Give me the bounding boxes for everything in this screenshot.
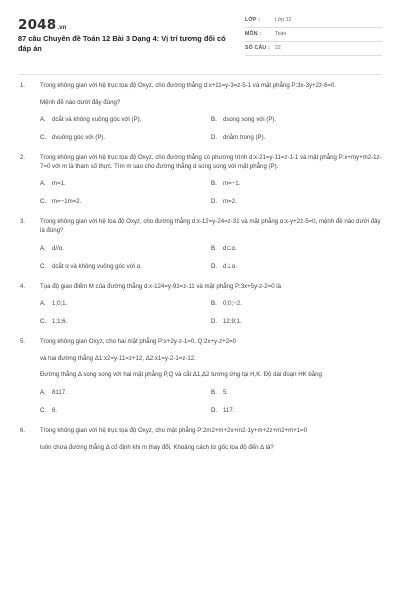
option-label: C. — [40, 318, 47, 326]
option-b[interactable] — [211, 180, 382, 189]
option-text: m=2. — [223, 198, 237, 206]
stem-line: Trong không gian Oxyz, cho hai mặt phẳng P:x+2y-z-1=0, Q:2x+y-z+2=0 — [40, 338, 237, 346]
option-a[interactable] — [40, 245, 211, 254]
page-header — [18, 14, 382, 64]
question-number: 1. — [20, 82, 26, 89]
option-b[interactable] — [211, 245, 382, 254]
option-text: 8117. — [52, 388, 67, 396]
question-stem — [40, 82, 382, 107]
question-list — [18, 82, 382, 463]
meta-label-count: SỐ CÂU : — [245, 45, 270, 51]
option-text: dvuông góc với (P). — [52, 134, 106, 142]
stem-line: Mệnh đề nào dưới đây đúng? — [40, 98, 121, 106]
option-label: C. — [40, 406, 47, 414]
option-text: dcắt α và không vuông góc với α. — [52, 262, 142, 270]
option-text: d⊥α. — [223, 262, 237, 270]
question-number: 6. — [20, 426, 26, 434]
option-label: B. — [211, 388, 217, 396]
header-divider — [18, 74, 382, 75]
option-label: B. — [211, 244, 217, 252]
logo-tld: .vn — [57, 24, 67, 31]
option-label: C. — [40, 134, 47, 142]
meta-label-subject: MÔN : — [245, 31, 262, 37]
option-c[interactable] — [40, 407, 211, 416]
option-d[interactable] — [211, 134, 382, 143]
stem-line: luôn chứa đường thẳng Δ cố định khi m thay đổi. Khoảng cách từ gốc tọa độ đến Δ là? — [40, 443, 274, 451]
option-label: A. — [40, 180, 46, 188]
option-label: B. — [211, 180, 217, 188]
stem-line: Trong không gian với hệ tọa độ Oxyz, cho đường thẳng d:x-12=y-24=z-31 và mặt phẳng α:x-y+2z-5=0, mệnh đề nào dưới đây là đúng? — [40, 218, 381, 234]
option-c[interactable] — [40, 134, 211, 143]
stem-line: Tọa độ giao điểm M của đường thẳng d:x-124=y-93=z-11 và mặt phẳng P:3x+5y-z-2=0 là — [40, 282, 282, 290]
site-logo[interactable] — [18, 17, 67, 33]
option-label: A. — [40, 300, 46, 308]
option-d[interactable] — [211, 318, 382, 327]
meta-value-count: 22 — [275, 45, 281, 51]
option-text: 12;9;1. — [223, 318, 242, 326]
option-text: d//α. — [52, 244, 64, 252]
option-c[interactable] — [40, 198, 211, 207]
option-text: 1;0;1. — [52, 300, 68, 308]
question-3 — [18, 218, 382, 271]
option-text: 117. — [223, 406, 235, 414]
option-b[interactable] — [211, 389, 382, 398]
option-label: D. — [211, 134, 218, 142]
option-label: B. — [211, 116, 217, 124]
option-label: D. — [211, 318, 218, 326]
option-text: dnằm trong (P). — [223, 134, 266, 142]
question-stem — [40, 338, 382, 380]
option-label: D. — [211, 198, 218, 206]
option-text: m=−1m=2. — [52, 198, 82, 206]
question-stem — [40, 427, 382, 452]
answer-options — [40, 116, 382, 143]
stem-line: và hai đường thẳng Δ1:x2=y-11=z+12, Δ2:x1=y-2-1=z-12. — [40, 354, 196, 362]
option-text: dcắt và không vuông góc với (P). — [52, 116, 142, 124]
meta-value-subject: Toán — [275, 31, 287, 37]
option-text: 5. — [223, 388, 229, 396]
option-text: 0;0;−2. — [223, 300, 242, 308]
question-5 — [18, 338, 382, 416]
logo-text: 2048 — [18, 17, 57, 33]
option-a[interactable] — [40, 116, 211, 125]
question-1 — [18, 82, 382, 143]
meta-row-subject — [245, 28, 382, 42]
question-stem — [40, 218, 382, 235]
option-text: dsong song với (P). — [223, 116, 277, 124]
answer-options — [40, 180, 382, 207]
option-a[interactable] — [40, 300, 211, 309]
question-number: 2. — [20, 154, 26, 162]
option-label: D. — [211, 406, 218, 414]
option-label: C. — [40, 198, 47, 206]
question-2 — [18, 154, 382, 207]
question-number: 4. — [20, 282, 26, 290]
meta-row-class — [245, 14, 382, 28]
stem-line: Trong không gian với hệ trục tọa độ Oxyz, cho mặt phẳng P:2m2+m+2x+m2-1y+m+2z+m2+m+1=0 — [40, 426, 308, 434]
question-stem — [40, 154, 382, 171]
answer-options — [40, 245, 382, 272]
option-text: d⊂α. — [223, 244, 237, 252]
option-text: m=−1. — [223, 180, 241, 188]
option-label: A. — [40, 388, 46, 396]
meta-info — [245, 14, 382, 56]
option-d[interactable] — [211, 407, 382, 416]
answer-options — [40, 300, 382, 327]
stem-line: Đường thẳng Δ song song với hai mặt phẳng P,Q và cắt Δ1,Δ2 tương ứng tại H,K. Độ dài đoạn HK bằng — [40, 371, 322, 379]
option-label: A. — [40, 244, 46, 252]
option-b[interactable] — [211, 300, 382, 309]
stem-line: Trong không gian với hệ trục tọa độ Oxyz, cho đường thẳng d:x+11=y-3=z-5-1 và mặt phẳng P:3x-3y+2z-6=0. — [40, 82, 337, 89]
answer-options — [40, 389, 382, 416]
question-number: 5. — [20, 338, 26, 346]
option-a[interactable] — [40, 180, 211, 189]
option-c[interactable] — [40, 263, 211, 272]
option-a[interactable] — [40, 389, 211, 398]
option-d[interactable] — [211, 198, 382, 207]
option-d[interactable] — [211, 263, 382, 272]
option-c[interactable] — [40, 318, 211, 327]
option-label: A. — [40, 116, 46, 124]
question-4 — [18, 283, 382, 328]
option-label: C. — [40, 262, 47, 270]
option-b[interactable] — [211, 116, 382, 125]
question-stem — [40, 283, 382, 292]
stem-line: Trong không gian với hệ trục tọa độ Oxyz, cho đường thẳng có phương trình d:x-21=y-11=z-1-1 và mặt phẳng P:x+my+m2-1z-7=0 với m là tham số thực. Tìm m sao cho đường thẳng d song song với mặt phẳng (P). — [40, 154, 382, 170]
option-label: D. — [211, 262, 218, 270]
meta-label-class: LỚP : — [245, 17, 261, 23]
page-title: 87 câu Chuyên đề Toán 12 Bài 3 Dạng 4: Vị trí tương đối có đáp án — [18, 34, 226, 53]
question-number: 3. — [20, 218, 26, 226]
question-6 — [18, 427, 382, 452]
meta-row-count — [245, 42, 382, 56]
option-text: m=1. — [52, 180, 66, 188]
meta-value-class: Lớp 12 — [275, 17, 292, 23]
option-label: B. — [211, 300, 217, 308]
option-text: 1;1;6. — [52, 318, 68, 326]
option-text: 6. — [52, 406, 58, 414]
